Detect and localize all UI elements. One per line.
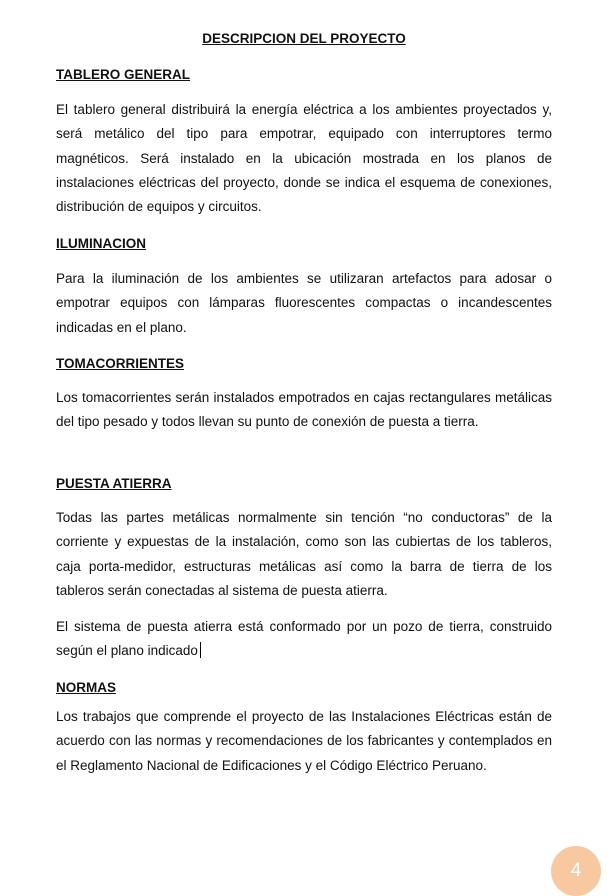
- section-heading-tomacorrientes: TOMACORRIENTES: [56, 356, 185, 371]
- page-number-badge: 4: [551, 846, 601, 896]
- section-paragraph-puesta-atierra-1: Todas las partes metálicas normalmente sin tención “no conductoras” de la corriente y expuestas de la instalación, como son las cubiertas de los tableros, caja porta-medidor, estructuras metálicas así como la barra de tierra de los tableros serán conectadas al sistema de puesta atierra.: [56, 510, 552, 598]
- section-paragraph-normas: Los trabajos que comprende el proyecto de las Instalaciones Eléctricas están de acuerdo con las normas y recomendaciones de los fabricantes y contemplados en el Reglamento Nacional de Edificaciones y el Código Eléctrico Peruano.: [56, 709, 552, 773]
- section-heading-normas: NORMAS: [56, 680, 116, 695]
- paragraph-text: El sistema de puesta atierra está conformado por un pozo de tierra, construido según el plano indicado: [56, 619, 552, 659]
- section-heading-tablero-general: TABLERO GENERAL: [56, 67, 190, 82]
- document-title: DESCRIPCION DEL PROYECTO: [202, 31, 406, 46]
- document-page: [56, 0, 552, 894]
- section-heading-puesta-atierra: PUESTA ATIERRA: [56, 476, 172, 491]
- section-paragraph-tablero-general: El tablero general distribuirá la energía eléctrica a los ambientes proyectados y, será metálico del tipo para empotrar, equipado con interruptores termo magnéticos. Será instalado en la ubicación mostrada en los planos de instalaciones eléctricas del proyecto, donde se indica el esquema de conexiones, distribución de equipos y circuitos.: [56, 102, 552, 215]
- section-heading-iluminacion: ILUMINACION: [56, 236, 146, 251]
- section-paragraph-puesta-atierra-2: [56, 615, 552, 664]
- text-cursor: [200, 642, 201, 658]
- section-paragraph-iluminacion: Para la iluminación de los ambientes se utilizaran artefactos para adosar o empotrar equipos con lámparas fluorescentes compactas o incandescentes indicadas en el plano.: [56, 271, 552, 335]
- section-paragraph-tomacorrientes: Los tomacorrientes serán instalados empotrados en cajas rectangulares metálicas del tipo pesado y todos llevan su punto de conexión de puesta a tierra.: [56, 390, 552, 430]
